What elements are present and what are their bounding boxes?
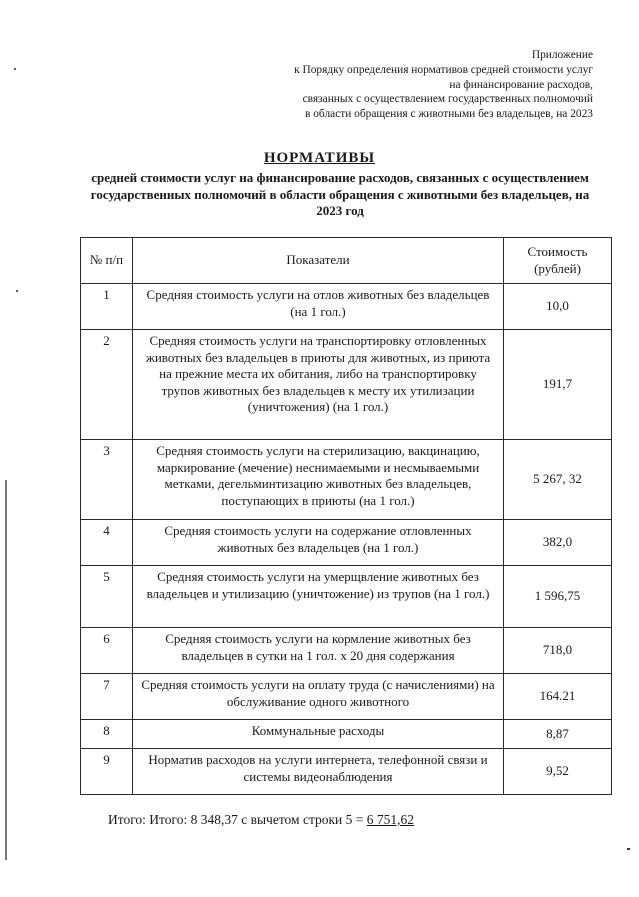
table-row — [81, 330, 612, 440]
total-line — [108, 812, 414, 828]
row-cost: 5 267, 32 — [504, 440, 612, 520]
scan-mark — [5, 480, 7, 860]
row-indicator: Средняя стоимость услуги на кормление животных без владельцев в сутки на 1 гол. х 20 дня содержания — [133, 628, 504, 674]
row-number: 9 — [81, 749, 133, 795]
scan-mark — [627, 848, 630, 850]
table-row — [81, 284, 612, 330]
table-header-row — [81, 238, 612, 284]
row-cost: 10,0 — [504, 284, 612, 330]
row-number: 8 — [81, 720, 133, 749]
row-cost: 718,0 — [504, 628, 612, 674]
row-cost: 1 596,75 — [504, 566, 612, 628]
total-prefix: Итого: Итого: 8 348,37 с вычетом строки 5 = — [108, 812, 367, 827]
table-row — [81, 749, 612, 795]
row-number: 2 — [81, 330, 133, 440]
document-subtitle: средней стоимости услуг на финансирование расходов, связанных с осуществлением государственных полномочий в области обращения с животными без владельцев, на 2023 год — [90, 170, 590, 218]
row-indicator: Средняя стоимость услуги на оплату труда (с начислениями) на обслуживание одного животного — [133, 674, 504, 720]
row-number: 3 — [81, 440, 133, 520]
scan-mark — [16, 290, 18, 292]
appendix-line: Приложение — [531, 49, 593, 61]
row-cost: 8,87 — [504, 720, 612, 749]
header-indicator: Показатели — [133, 238, 504, 284]
row-indicator: Средняя стоимость услуги на содержание отловленных животных без владельцев (на 1 гол.) — [133, 520, 504, 566]
scan-mark — [14, 68, 16, 70]
row-number: 5 — [81, 566, 133, 628]
appendix-line: связанных с осуществлением государственных полномочий — [302, 93, 593, 106]
table-row — [81, 566, 612, 628]
norms-table — [80, 237, 612, 795]
row-number: 6 — [81, 628, 133, 674]
appendix-line: на финансирование расходов, — [449, 78, 593, 91]
row-cost: 191,7 — [504, 330, 612, 440]
row-indicator: Норматив расходов на услуги интернета, телефонной связи и системы видеонаблюдения — [133, 749, 504, 795]
appendix-line: к Порядку определения нормативов средней стоимости услуг — [294, 63, 593, 76]
row-indicator: Средняя стоимость услуги на стерилизацию, вакцинацию, маркирование (мечение) неснимаемыми и несмываемыми метками, дегельминтизацию животных без владельцев, поступающих в приюты (на 1 гол.) — [133, 440, 504, 520]
table-row — [81, 520, 612, 566]
row-number: 7 — [81, 674, 133, 720]
table-row — [81, 440, 612, 520]
table-row — [81, 674, 612, 720]
row-number: 4 — [81, 520, 133, 566]
row-indicator: Средняя стоимость услуги на умерщвление животных без владельцев и утилизацию (уничтожение) из трупов (на 1 гол.) — [133, 566, 504, 628]
row-cost: 164.21 — [504, 674, 612, 720]
appendix-line: в области обращения с животными без владельцев, на 2023 — [305, 108, 593, 121]
row-cost: 382,0 — [504, 520, 612, 566]
row-indicator: Средняя стоимость услуги на транспортировку отловленных животных без владельцев в приюты для животных, из приюта на прежние места их обитания, либо на транспортировку трупов животных без владельцев к месту их утилизации (уничтожения) (на 1 гол.) — [133, 330, 504, 440]
row-indicator: Коммунальные расходы — [133, 720, 504, 749]
header-cost: Стоимость (рублей) — [504, 238, 612, 284]
document-title: НОРМАТИВЫ — [263, 150, 376, 166]
appendix-header — [294, 48, 593, 122]
row-cost: 9,52 — [504, 749, 612, 795]
table-row — [81, 720, 612, 749]
row-number: 1 — [81, 284, 133, 330]
row-indicator: Средняя стоимость услуги на отлов животных без владельцев (на 1 гол.) — [133, 284, 504, 330]
header-number: № п/п — [81, 238, 133, 284]
table-row — [81, 628, 612, 674]
total-value: 6 751,62 — [366, 812, 415, 827]
